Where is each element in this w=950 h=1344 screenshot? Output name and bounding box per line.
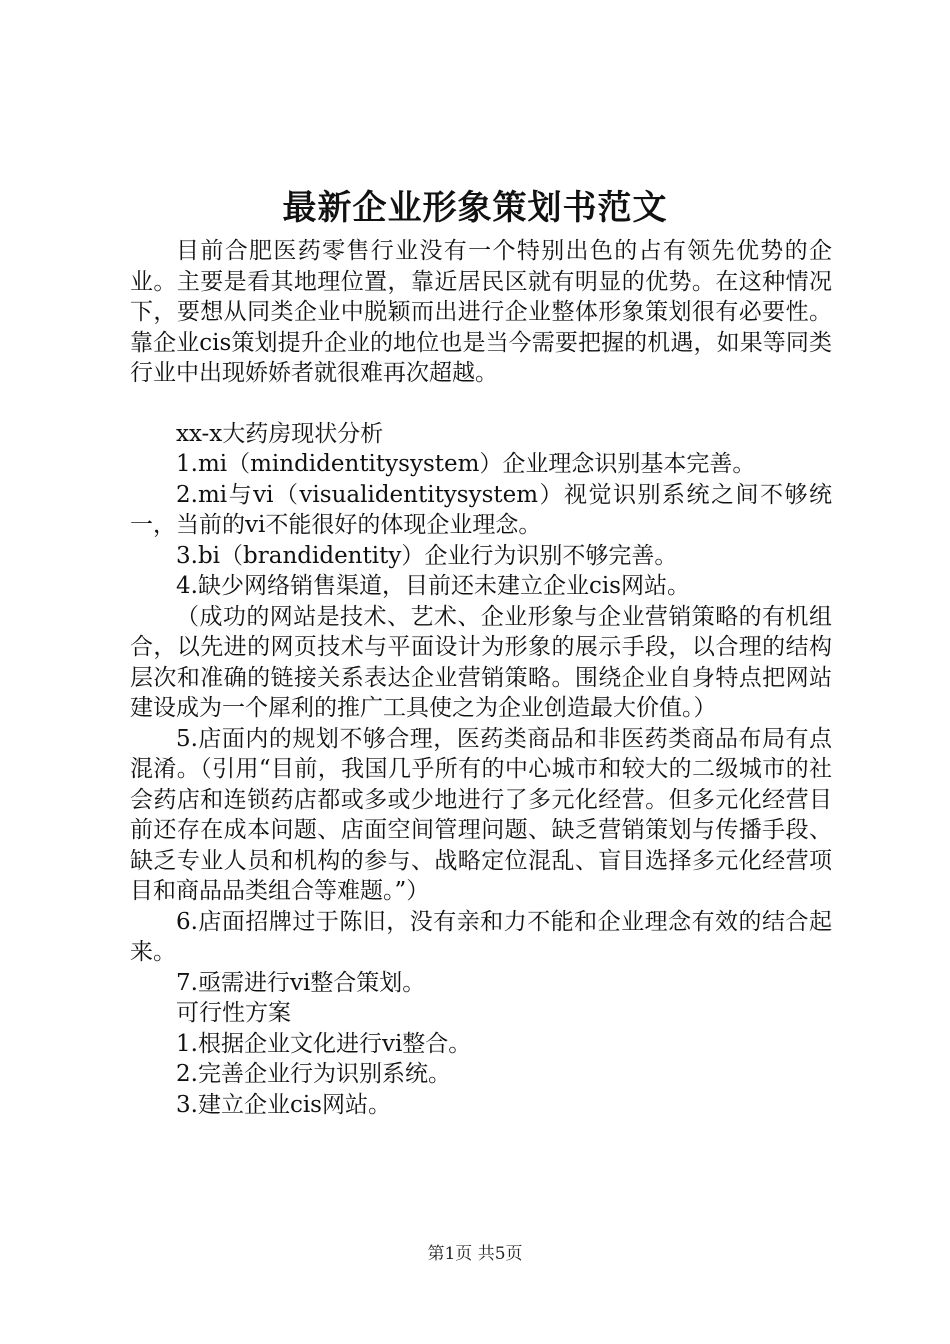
list-item: 3.bi（brandidentity）企业行为识别不够完善。 [176, 542, 678, 569]
page-number-footer: 第1页 共5页 [427, 1244, 523, 1264]
list-item: 5.店面内的规划不够合理，医药类商品和非医药类商品布局有点混淆。（引用“目前，我国几乎所有的中心城市和较大的二级城市的社会药店和连锁药店都或多或少地进行了多元化经营。但多元化经营目前还存在成本问题、店面空间管理问题、缺乏营销策划与传播手段、缺乏专业人员和机构的参与、战略定位混乱、盲目选择多元化经营项目和商品品类组合等难题。”） [130, 725, 832, 904]
document-body [130, 236, 832, 1120]
list-item: 1.mi（mindidentitysystem）企业理念识别基本完善。 [176, 451, 756, 477]
section-heading-status: xx-x大药房现状分析 [176, 420, 384, 447]
list-item: 1.根据企业文化进行vi整合。 [176, 1030, 472, 1057]
list-item: 2.完善企业行为识别系统。 [176, 1061, 451, 1087]
list-item: 4.缺少网络销售渠道，目前还未建立企业cis网站。 [176, 573, 690, 599]
intro-paragraph: 目前合肥医药零售行业没有一个特别出色的占有领先优势的企业。主要是看其地理位置，靠近居民区就有明显的优势。在这种情况下，要想从同类企业中脱颖而出进行企业整体形象策划很有必要性。靠企业cis策划提升企业的地位也是当今需要把握的机遇，如果等同类行业中出现娇娇者就很难再次超越。 [130, 238, 832, 386]
list-item: 7.亟需进行vi整合策划。 [176, 969, 426, 996]
document-title: 最新企业形象策划书范文 [282, 188, 668, 228]
website-note-paragraph: （成功的网站是技术、艺术、企业形象与企业营销策略的有机组合，以先进的网页技术与平面设计为形象的展示手段，以合理的结构层次和准确的链接关系表达企业营销策略。围绕企业自身特点把网站建设成为一个犀利的推广工具使之为企业创造最大价值。） [130, 603, 832, 721]
list-item: 6.店面招牌过于陈旧，没有亲和力不能和企业理念有效的结合起来。 [130, 908, 832, 965]
list-item: 3.建立企业cis网站。 [176, 1091, 391, 1118]
section-heading-plan: 可行性方案 [176, 1000, 291, 1026]
list-item: 2.mi与vi（visualidentitysystem）视觉识别系统之间不够统一，当前的vi不能很好的体现企业理念。 [130, 481, 832, 538]
